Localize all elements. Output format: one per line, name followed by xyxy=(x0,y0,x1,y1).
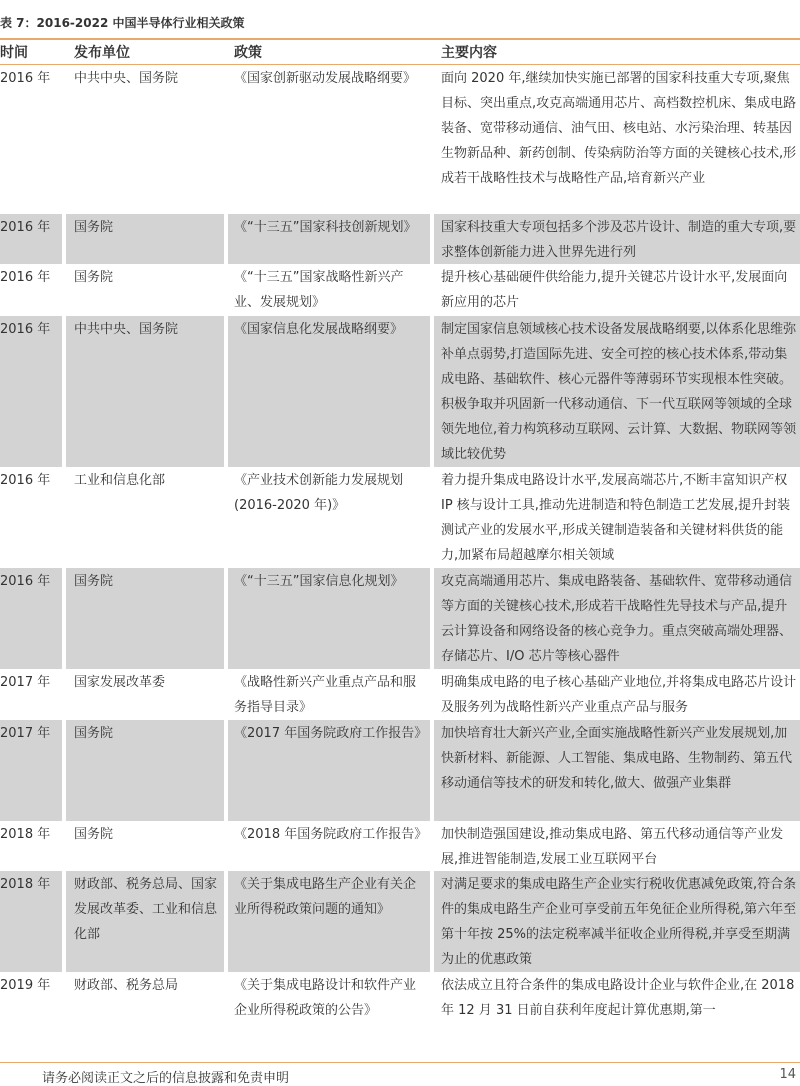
cell-content: 加快培育壮大新兴产业,全面实施战略性新兴产业发展规划,加快新材料、新能源、人工智能、集成电路、生物制药、第五代移动通信等技术的研发和转化,做大、做强产业集群 xyxy=(434,720,800,821)
footer-rule xyxy=(0,1062,800,1063)
header-policy: 政策 xyxy=(234,45,262,61)
cell-publisher: 工业和信息化部 xyxy=(74,473,166,488)
table-row xyxy=(0,264,800,316)
cell-content: 攻克高端通用芯片、集成电路装备、基础软件、宽带移动通信等方面的关键核心技术,形成若干战略性先导技术与产品,提升云计算设备和网络设备的核心竞争力。重点突破高端处理器、存储芯片、I/O 芯片等核心器件 xyxy=(434,568,800,669)
cell-content: 明确集成电路的电子核心基础产业地位,并将集成电路芯片设计及服务列为战略性新兴产业重点产品与服务 xyxy=(441,675,797,715)
cell-content: 国家科技重大专项包括多个涉及芯片设计、制造的重大专项,要求整体创新能力进入世界先进行列 xyxy=(434,214,800,264)
cell-publisher: 中共中央、国务院 xyxy=(66,316,224,467)
cell-publisher: 国家发展改革委 xyxy=(74,675,166,690)
cell-content: 制定国家信息领域核心技术设备发展战略纲要,以体系化思维弥补单点弱势,打造国际先进、安全可控的核心技术体系,带动集成电路、基础软件、核心元器件等薄弱环节实现根本性突破。积极争取并巩固新一代移动通信、下一代互联网等领域的全球领先地位,着力构筑移动互联网、云计算、大数据、物联网等领域比较优势 xyxy=(434,316,800,467)
cell-policy: 《国家信息化发展战略纲要》 xyxy=(228,316,430,467)
cell-time: 2016 年 xyxy=(0,316,62,467)
cell-policy: 《关于集成电路生产企业有关企业所得税政策问题的通知》 xyxy=(228,871,430,972)
table-row xyxy=(0,720,800,821)
cell-publisher: 国务院 xyxy=(74,827,114,842)
cell-policy: 《产业技术创新能力发展规划(2016-2020 年)》 xyxy=(234,473,404,513)
table-row xyxy=(0,972,800,1024)
cell-policy: 《国家创新驱动发展战略纲要》 xyxy=(234,71,417,86)
cell-time: 2016 年 xyxy=(0,214,62,264)
cell-content: 提升核心基础硬件供给能力,提升关键芯片设计水平,发展面向新应用的芯片 xyxy=(441,270,788,310)
cell-policy: 《战略性新兴产业重点产品和服务指导目录》 xyxy=(234,675,417,715)
cell-policy: 《“十三五”国家科技创新规划》 xyxy=(228,214,430,264)
cell-policy: 《2017 年国务院政府工作报告》 xyxy=(228,720,430,821)
cell-policy: 《“十三五”国家战略性新兴产业、发展规划》 xyxy=(234,270,404,310)
footer-disclaimer: 请务必阅读正文之后的信息披露和免责申明 xyxy=(42,1071,290,1086)
cell-time: 2016 年 xyxy=(0,71,51,86)
cell-content: 对满足要求的集成电路生产企业实行税收优惠减免政策,符合条件的集成电路生产企业可享受前五年免征企业所得税,第六年至第十年按 25%的法定税率减半征收企业所得税,并享受至期满为止的优惠政策 xyxy=(434,871,800,972)
table-title: 表 7：2016-2022 中国半导体行业相关政策 xyxy=(0,16,245,30)
table-row xyxy=(0,568,800,669)
cell-publisher: 国务院 xyxy=(66,568,224,669)
cell-publisher: 国务院 xyxy=(66,720,224,821)
cell-content: 着力提升集成电路设计水平,发展高端芯片,不断丰富知识产权 IP 核与设计工具,推动先进制造和特色制造工艺发展,提升封装测试产业的发展水平,形成关键制造装备和关键材料供货的能力,加紧布局超越摩尔相关领域 xyxy=(441,473,791,563)
cell-publisher: 财政部、税务总局 xyxy=(74,978,179,993)
cell-publisher: 国务院 xyxy=(74,270,114,285)
table-row xyxy=(0,316,800,467)
cell-time: 2018 年 xyxy=(0,827,51,842)
page-number: 14 xyxy=(779,1067,796,1082)
cell-time: 2019 年 xyxy=(0,978,51,993)
cell-publisher: 财政部、税务总局、国家发展改革委、工业和信息化部 xyxy=(66,871,224,972)
header-publisher: 发布单位 xyxy=(74,45,130,61)
cell-time: 2016 年 xyxy=(0,473,51,488)
cell-publisher: 国务院 xyxy=(66,214,224,264)
cell-time: 2016 年 xyxy=(0,568,62,669)
cell-policy: 《“十三五”国家信息化规划》 xyxy=(228,568,430,669)
cell-publisher: 中共中央、国务院 xyxy=(74,71,179,86)
table-row xyxy=(0,669,800,720)
header-content: 主要内容 xyxy=(441,45,497,61)
table-row xyxy=(0,467,800,568)
cell-policy: 《2018 年国务院政府工作报告》 xyxy=(234,827,428,842)
cell-content: 依法成立且符合条件的集成电路设计企业与软件企业,在 2018 年 12 月 31 日前自获利年度起计算优惠期,第一 xyxy=(441,978,795,1018)
table-row xyxy=(0,65,800,214)
cell-content: 加快制造强国建设,推动集成电路、第五代移动通信等产业发展,推进智能制造,发展工业互联网平台 xyxy=(441,827,784,867)
table-header xyxy=(0,40,800,65)
cell-time: 2016 年 xyxy=(0,270,51,285)
cell-time: 2017 年 xyxy=(0,675,51,690)
cell-time: 2018 年 xyxy=(0,871,62,972)
table-row xyxy=(0,871,800,972)
table-body xyxy=(0,65,800,1024)
cell-time: 2017 年 xyxy=(0,720,62,821)
header-time: 时间 xyxy=(0,45,28,61)
table-row xyxy=(0,214,800,264)
cell-policy: 《关于集成电路设计和软件产业企业所得税政策的公告》 xyxy=(234,978,417,1018)
cell-content: 面向 2020 年,继续加快实施已部署的国家科技重大专项,聚焦目标、突出重点,攻克高端通用芯片、高档数控机床、集成电路装备、宽带移动通信、油气田、核电站、水污染治理、转基因生物新品种、新药创制、传染病防治等方面的关键核心技术,形成若干战略性技术与战略性产品,培育新兴产业 xyxy=(441,71,797,186)
table-row xyxy=(0,821,800,871)
